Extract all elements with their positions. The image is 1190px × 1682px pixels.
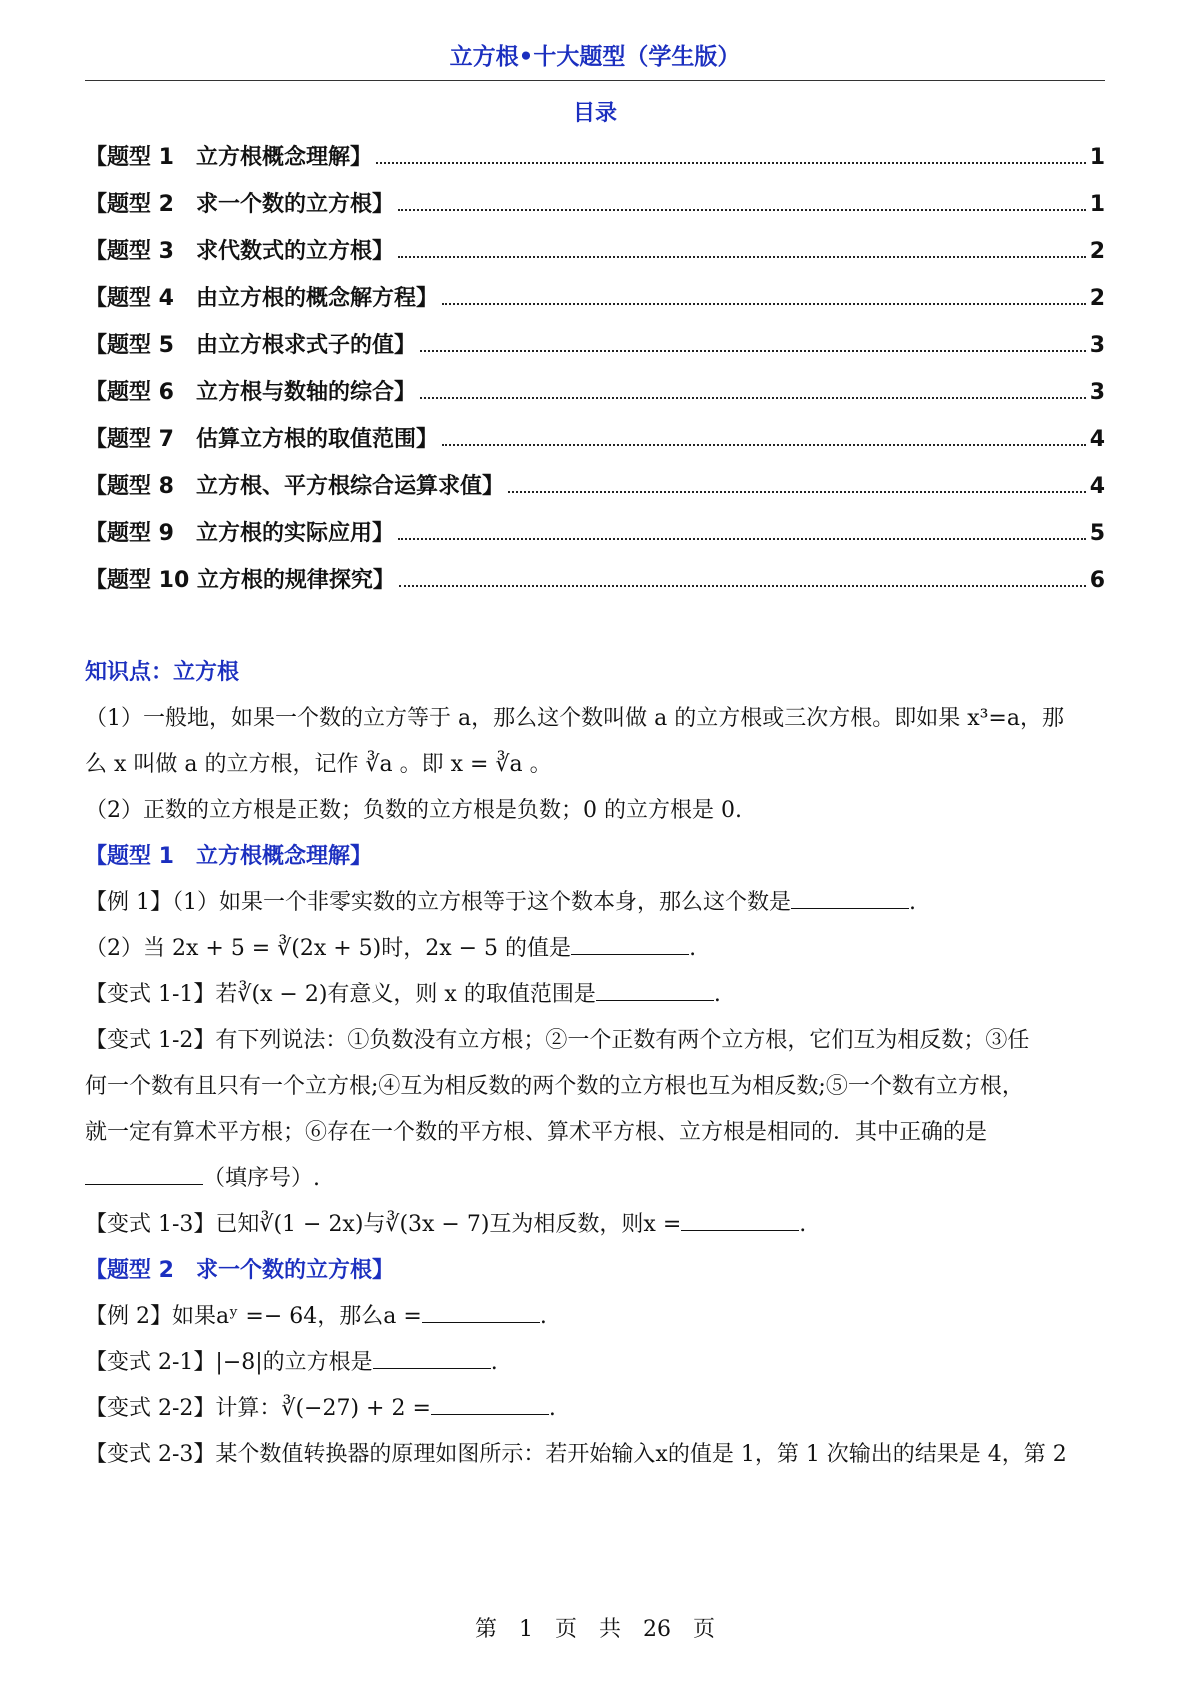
- toc-entry[interactable]: [85, 469, 1105, 516]
- variant-1-1: 【变式 1-1】若∛(x − 2)有意义，则 x 的取值范围是 .: [85, 972, 1105, 1018]
- toc-entry-page: 4: [1089, 474, 1105, 499]
- toc-entry-label: 【题型 5 由立方根求式子的值】: [85, 333, 416, 358]
- toc-entry-page: 6: [1089, 568, 1105, 593]
- type1-heading: 【题型 1 立方根概念理解】: [85, 844, 372, 869]
- toc-entry-page: 1: [1089, 192, 1105, 217]
- type2-heading: 【题型 2 求一个数的立方根】: [85, 1258, 394, 1283]
- answer-blank[interactable]: [596, 976, 714, 1001]
- page-number: 第 1 页 共 26 页: [475, 1617, 715, 1642]
- variant-1-2: 就一定有算术平方根；⑥存在一个数的平方根、算术平方根、立方根是相同的．其中正确的是: [85, 1120, 988, 1145]
- toc-entry-label: 【题型 10 立方根的规律探究】: [85, 568, 395, 593]
- toc-leader-dots: [398, 209, 1086, 211]
- toc-entry-page: 2: [1089, 239, 1105, 264]
- example-1-part1: 【例 1】（1）如果一个非零实数的立方根等于这个数本身，那么这个数是 .: [85, 880, 1105, 926]
- toc-leader-dots: [508, 491, 1086, 493]
- example-2: 【例 2】如果aʸ =− 64，那么a = .: [85, 1294, 1105, 1340]
- toc-leader-dots: [442, 444, 1086, 446]
- toc-entry-label: 【题型 1 立方根概念理解】: [85, 145, 372, 170]
- variant-1-3: 【变式 1-3】已知∛(1 − 2x)与∛(3x − 7)互为相反数，则x = .: [85, 1202, 1105, 1248]
- toc-entry-label: 【题型 2 求一个数的立方根】: [85, 192, 394, 217]
- answer-blank[interactable]: [431, 1390, 549, 1415]
- toc-entry[interactable]: [85, 375, 1105, 422]
- toc-entry-label: 【题型 4 由立方根的概念解方程】: [85, 286, 438, 311]
- toc-entry-label: 【题型 6 立方根与数轴的综合】: [85, 380, 416, 405]
- toc-entry[interactable]: [85, 234, 1105, 281]
- variant-2-3: 【变式 2-3】某个数值转换器的原理如图所示：若开始输入x的值是 1，第 1 次输出的结果是 4，第 2: [85, 1442, 1067, 1467]
- header-divider: [85, 80, 1105, 81]
- variant-1-2: 【变式 1-2】有下列说法：①负数没有立方根；②一个正数有两个立方根，它们互为相反数；③任: [85, 1028, 1030, 1053]
- toc-entry-label: 【题型 7 估算立方根的取值范围】: [85, 427, 438, 452]
- toc-title: 目录: [572, 101, 617, 126]
- toc-leader-dots: [398, 538, 1086, 540]
- toc-entry-label: 【题型 8 立方根、平方根综合运算求值】: [85, 474, 504, 499]
- toc-leader-dots: [420, 350, 1086, 352]
- document-title: 立方根•十大题型（学生版）: [449, 44, 741, 70]
- knowledge-line: （2）正数的立方根是正数；负数的立方根是负数；0 的立方根是 0.: [85, 798, 742, 823]
- toc-entry[interactable]: [85, 563, 1105, 610]
- toc-leader-dots: [398, 256, 1086, 258]
- toc-entry-page: 1: [1089, 145, 1105, 170]
- variant-1-2: 何一个数有且只有一个立方根;④互为相反数的两个数的立方根也互为相反数;⑤一个数有立方根，: [85, 1074, 1024, 1099]
- toc-entry[interactable]: [85, 281, 1105, 328]
- variant-2-2: 【变式 2-2】计算：∛(−27) + 2 = .: [85, 1386, 1105, 1432]
- toc-leader-dots: [376, 162, 1086, 164]
- toc-entry[interactable]: [85, 422, 1105, 469]
- toc-entry[interactable]: [85, 187, 1105, 234]
- example-1-part2: （2）当 2x + 5 = ∛(2x + 5)时，2x − 5 的值是 .: [85, 926, 1105, 972]
- toc-entry[interactable]: [85, 328, 1105, 375]
- toc-leader-dots: [399, 585, 1086, 587]
- answer-blank[interactable]: [85, 1160, 203, 1185]
- answer-blank[interactable]: [571, 930, 689, 955]
- answer-blank[interactable]: [681, 1206, 799, 1231]
- toc-entry[interactable]: [85, 516, 1105, 563]
- toc-leader-dots: [420, 397, 1086, 399]
- toc-entry-page: 2: [1089, 286, 1105, 311]
- toc-entry-page: 3: [1089, 333, 1105, 358]
- answer-blank[interactable]: [791, 884, 909, 909]
- variant-1-2: （填序号）.: [85, 1156, 1105, 1202]
- knowledge-heading: 知识点：立方根: [85, 660, 240, 685]
- variant-2-1: 【变式 2-1】|−8|的立方根是 .: [85, 1340, 1105, 1386]
- toc-leader-dots: [442, 303, 1086, 305]
- answer-blank[interactable]: [373, 1344, 491, 1369]
- toc-entry[interactable]: [85, 140, 1105, 187]
- answer-blank[interactable]: [422, 1298, 540, 1323]
- knowledge-line: 么 x 叫做 a 的立方根，记作 ∛a 。即 x = ∛a 。: [85, 752, 552, 777]
- toc-entry-label: 【题型 3 求代数式的立方根】: [85, 239, 394, 264]
- toc-entry-page: 4: [1089, 427, 1105, 452]
- toc-entry-page: 5: [1089, 521, 1105, 546]
- table-of-contents: [85, 140, 1105, 610]
- toc-entry-page: 3: [1089, 380, 1105, 405]
- knowledge-line: （1）一般地，如果一个数的立方等于 a，那么这个数叫做 a 的立方根或三次方根。即如果 x³=a，那: [85, 706, 1064, 731]
- document-body: [85, 650, 1105, 1478]
- toc-entry-label: 【题型 9 立方根的实际应用】: [85, 521, 394, 546]
